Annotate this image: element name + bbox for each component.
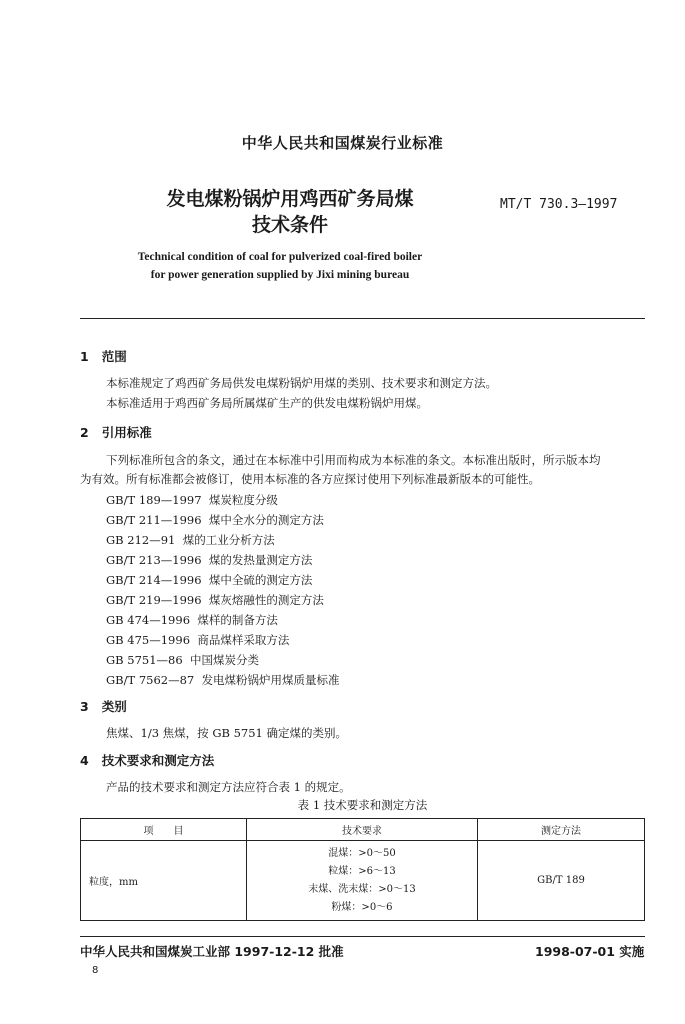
section-number: 4 <box>80 753 89 768</box>
section-4-heading <box>80 751 214 769</box>
reference-code: GB 5751—86 <box>106 653 183 667</box>
english-title <box>60 248 500 284</box>
section-2-intro-line-1: 下列标准所包含的条文，通过在本标准中引用而构成为本标准的条文。本标准出版时，所示版本均 <box>106 453 601 467</box>
section-number: 2 <box>80 425 89 440</box>
reference-name: 发电煤粉锅炉用煤质量标准 <box>201 673 340 687</box>
section-1-heading <box>80 347 127 365</box>
english-title-line-2: for power generation supplied by Jixi mining bureau <box>150 269 410 281</box>
section-title: 引用标准 <box>101 425 152 440</box>
reference-item <box>106 552 312 568</box>
reference-name: 煤灰熔融性的测定方法 <box>208 593 324 607</box>
reference-item <box>106 572 312 588</box>
table-header-cell: 项 目 <box>81 819 247 841</box>
standard-category-header: 中华人民共和国煤炭行业标准 <box>241 134 444 152</box>
reference-code: GB/T 213—1996 <box>106 553 202 567</box>
reference-code: GB/T 189—1997 <box>106 493 202 507</box>
requirement-line: 粉煤：>0～6 <box>331 901 393 913</box>
section-1-para-2: 本标准适用于鸡西矿务局所属煤矿生产的供发电煤粉锅炉用煤。 <box>106 396 428 410</box>
reference-name: 煤的工业分析方法 <box>182 533 275 547</box>
reference-name: 中国煤炭分类 <box>190 653 260 667</box>
section-title: 类别 <box>101 699 127 714</box>
reference-item <box>106 532 275 548</box>
reference-code: GB 212—91 <box>106 533 176 547</box>
section-2-intro-line-2: 为有效。所有标准都会被修订，使用本标准的各方应探讨使用下列标准最新版本的可能性。 <box>80 472 540 486</box>
reference-name: 煤炭粒度分级 <box>208 493 278 507</box>
reference-name: 商品煤样采取方法 <box>197 633 290 647</box>
requirements-table <box>80 818 645 921</box>
reference-item <box>106 632 289 648</box>
title-line-2: 技术条件 <box>251 214 328 236</box>
footer-divider <box>80 936 645 937</box>
approval-line: 中华人民共和国煤炭工业部 1997-12-12 批准 <box>80 944 344 959</box>
implementation-date: 1998-07-01 实施 <box>535 944 645 959</box>
section-3-para-1: 焦煤、1/3 焦煤，按 GB 5751 确定煤的类别。 <box>106 726 348 740</box>
page-number: 8 <box>92 965 99 976</box>
reference-item <box>106 612 278 628</box>
section-2-heading <box>80 423 152 441</box>
reference-code: GB/T 7562—87 <box>106 673 195 687</box>
section-title: 技术要求和测定方法 <box>101 753 215 768</box>
reference-code: GB 475—1996 <box>106 633 191 647</box>
reference-code: GB 474—1996 <box>106 613 191 627</box>
table-header-row <box>81 819 645 841</box>
table-header-cell: 技术要求 <box>247 819 478 841</box>
table-row <box>81 841 645 921</box>
table-cell-method: GB/T 189 <box>478 841 645 921</box>
requirement-line: 混煤：>0～50 <box>328 847 396 859</box>
english-title-line-1: Technical condition of coal for pulverized coal-fired boiler <box>137 251 423 263</box>
table-header-cell: 测定方法 <box>478 819 645 841</box>
title-line-1: 发电煤粉锅炉用鸡西矿务局煤 <box>166 188 414 210</box>
standard-number: MT/T 730.3—1997 <box>500 197 618 212</box>
reference-item <box>106 512 324 528</box>
reference-code: GB/T 219—1996 <box>106 593 202 607</box>
section-number: 3 <box>80 699 89 714</box>
reference-name: 煤的发热量测定方法 <box>208 553 313 567</box>
requirement-line: 末煤、洗末煤：>0～13 <box>308 883 416 895</box>
reference-name: 煤中全硫的测定方法 <box>208 573 313 587</box>
reference-name: 煤样的制备方法 <box>197 613 278 627</box>
section-4-para-1: 产品的技术要求和测定方法应符合表 1 的规定。 <box>106 780 351 794</box>
reference-item <box>106 592 324 608</box>
reference-item <box>106 672 340 688</box>
requirement-line: 粒煤：>6～13 <box>328 865 396 877</box>
reference-name: 煤中全水分的测定方法 <box>208 513 324 527</box>
table-cell-requirements <box>247 841 478 921</box>
section-number: 1 <box>80 349 89 364</box>
section-3-heading <box>80 697 127 715</box>
section-title: 范围 <box>101 349 127 364</box>
reference-item <box>106 492 278 508</box>
reference-code: GB/T 214—1996 <box>106 573 202 587</box>
document-title <box>110 186 470 238</box>
reference-code: GB/T 211—1996 <box>106 513 202 527</box>
table-caption: 表 1 技术要求和测定方法 <box>297 798 428 812</box>
table-cell-item: 粒度，mm <box>81 841 247 921</box>
header-divider <box>80 318 645 319</box>
reference-item <box>106 652 259 668</box>
section-1-para-1: 本标准规定了鸡西矿务局供发电煤粉锅炉用煤的类别、技术要求和测定方法。 <box>106 376 497 390</box>
